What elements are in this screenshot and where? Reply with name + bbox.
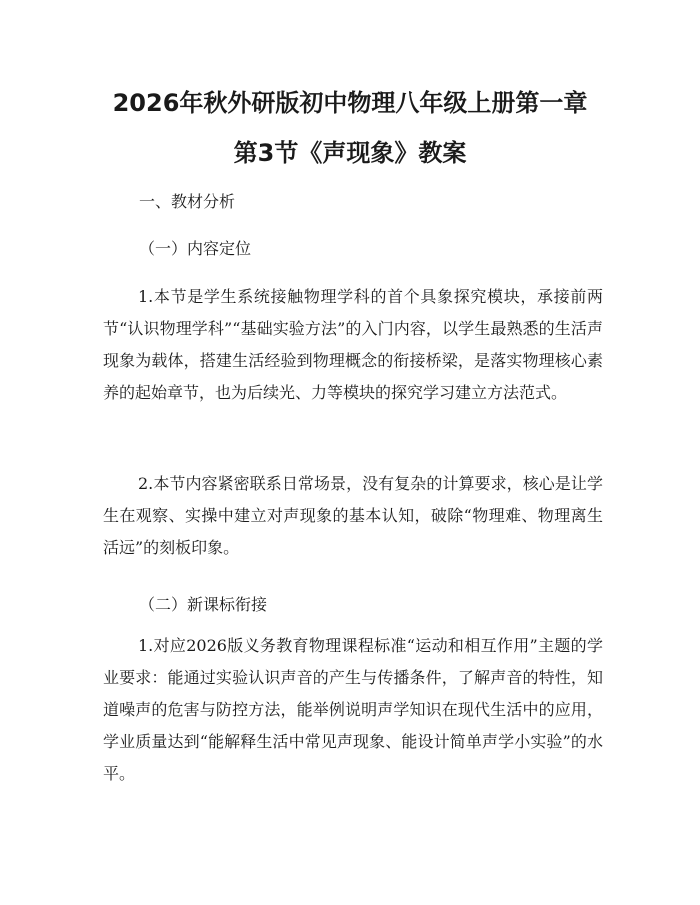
document-title-line-1: 2026年秋外研版初中物理八年级上册第一章 xyxy=(112,89,588,117)
subsection-heading-curriculum-standards: （二）新课标衔接 xyxy=(139,595,268,614)
document-title-line-2: 第3节《声现象》教案 xyxy=(233,139,467,167)
paragraph-content-positioning-2: 2.本节内容紧密联系日常场景，没有复杂的计算要求，核心是让学生在观察、实操中建立对声现象的基本认知，破除“物理难、物理离生活远”的刻板印象。 xyxy=(103,474,603,557)
subsection-heading-content-positioning: （一）内容定位 xyxy=(139,239,252,258)
section-heading-textbook-analysis: 一、教材分析 xyxy=(139,192,236,211)
paragraph-content-positioning-1: 1.本节是学生系统接触物理学科的首个具象探究模块，承接前两节“认识物理学科”“基础实验方法”的入门内容，以学生最熟悉的生活声现象为载体，搭建生活经验到物理概念的衔接桥梁，是落实物理核心素养的起始章节，也为后续光、力等模块的探究学习建立方法范式。 xyxy=(103,287,603,402)
paragraph-curriculum-standards-1: 1.对应2026版义务教育物理课程标准“运动和相互作用”主题的学业要求：能通过实验认识声音的产生与传播条件，了解声音的特性，知道噪声的危害与防控方法，能举例说明声学知识在现代生活中的应用，学业质量达到“能解释生活中常见声现象、能设计简单声学小实验”的水平。 xyxy=(103,636,603,783)
